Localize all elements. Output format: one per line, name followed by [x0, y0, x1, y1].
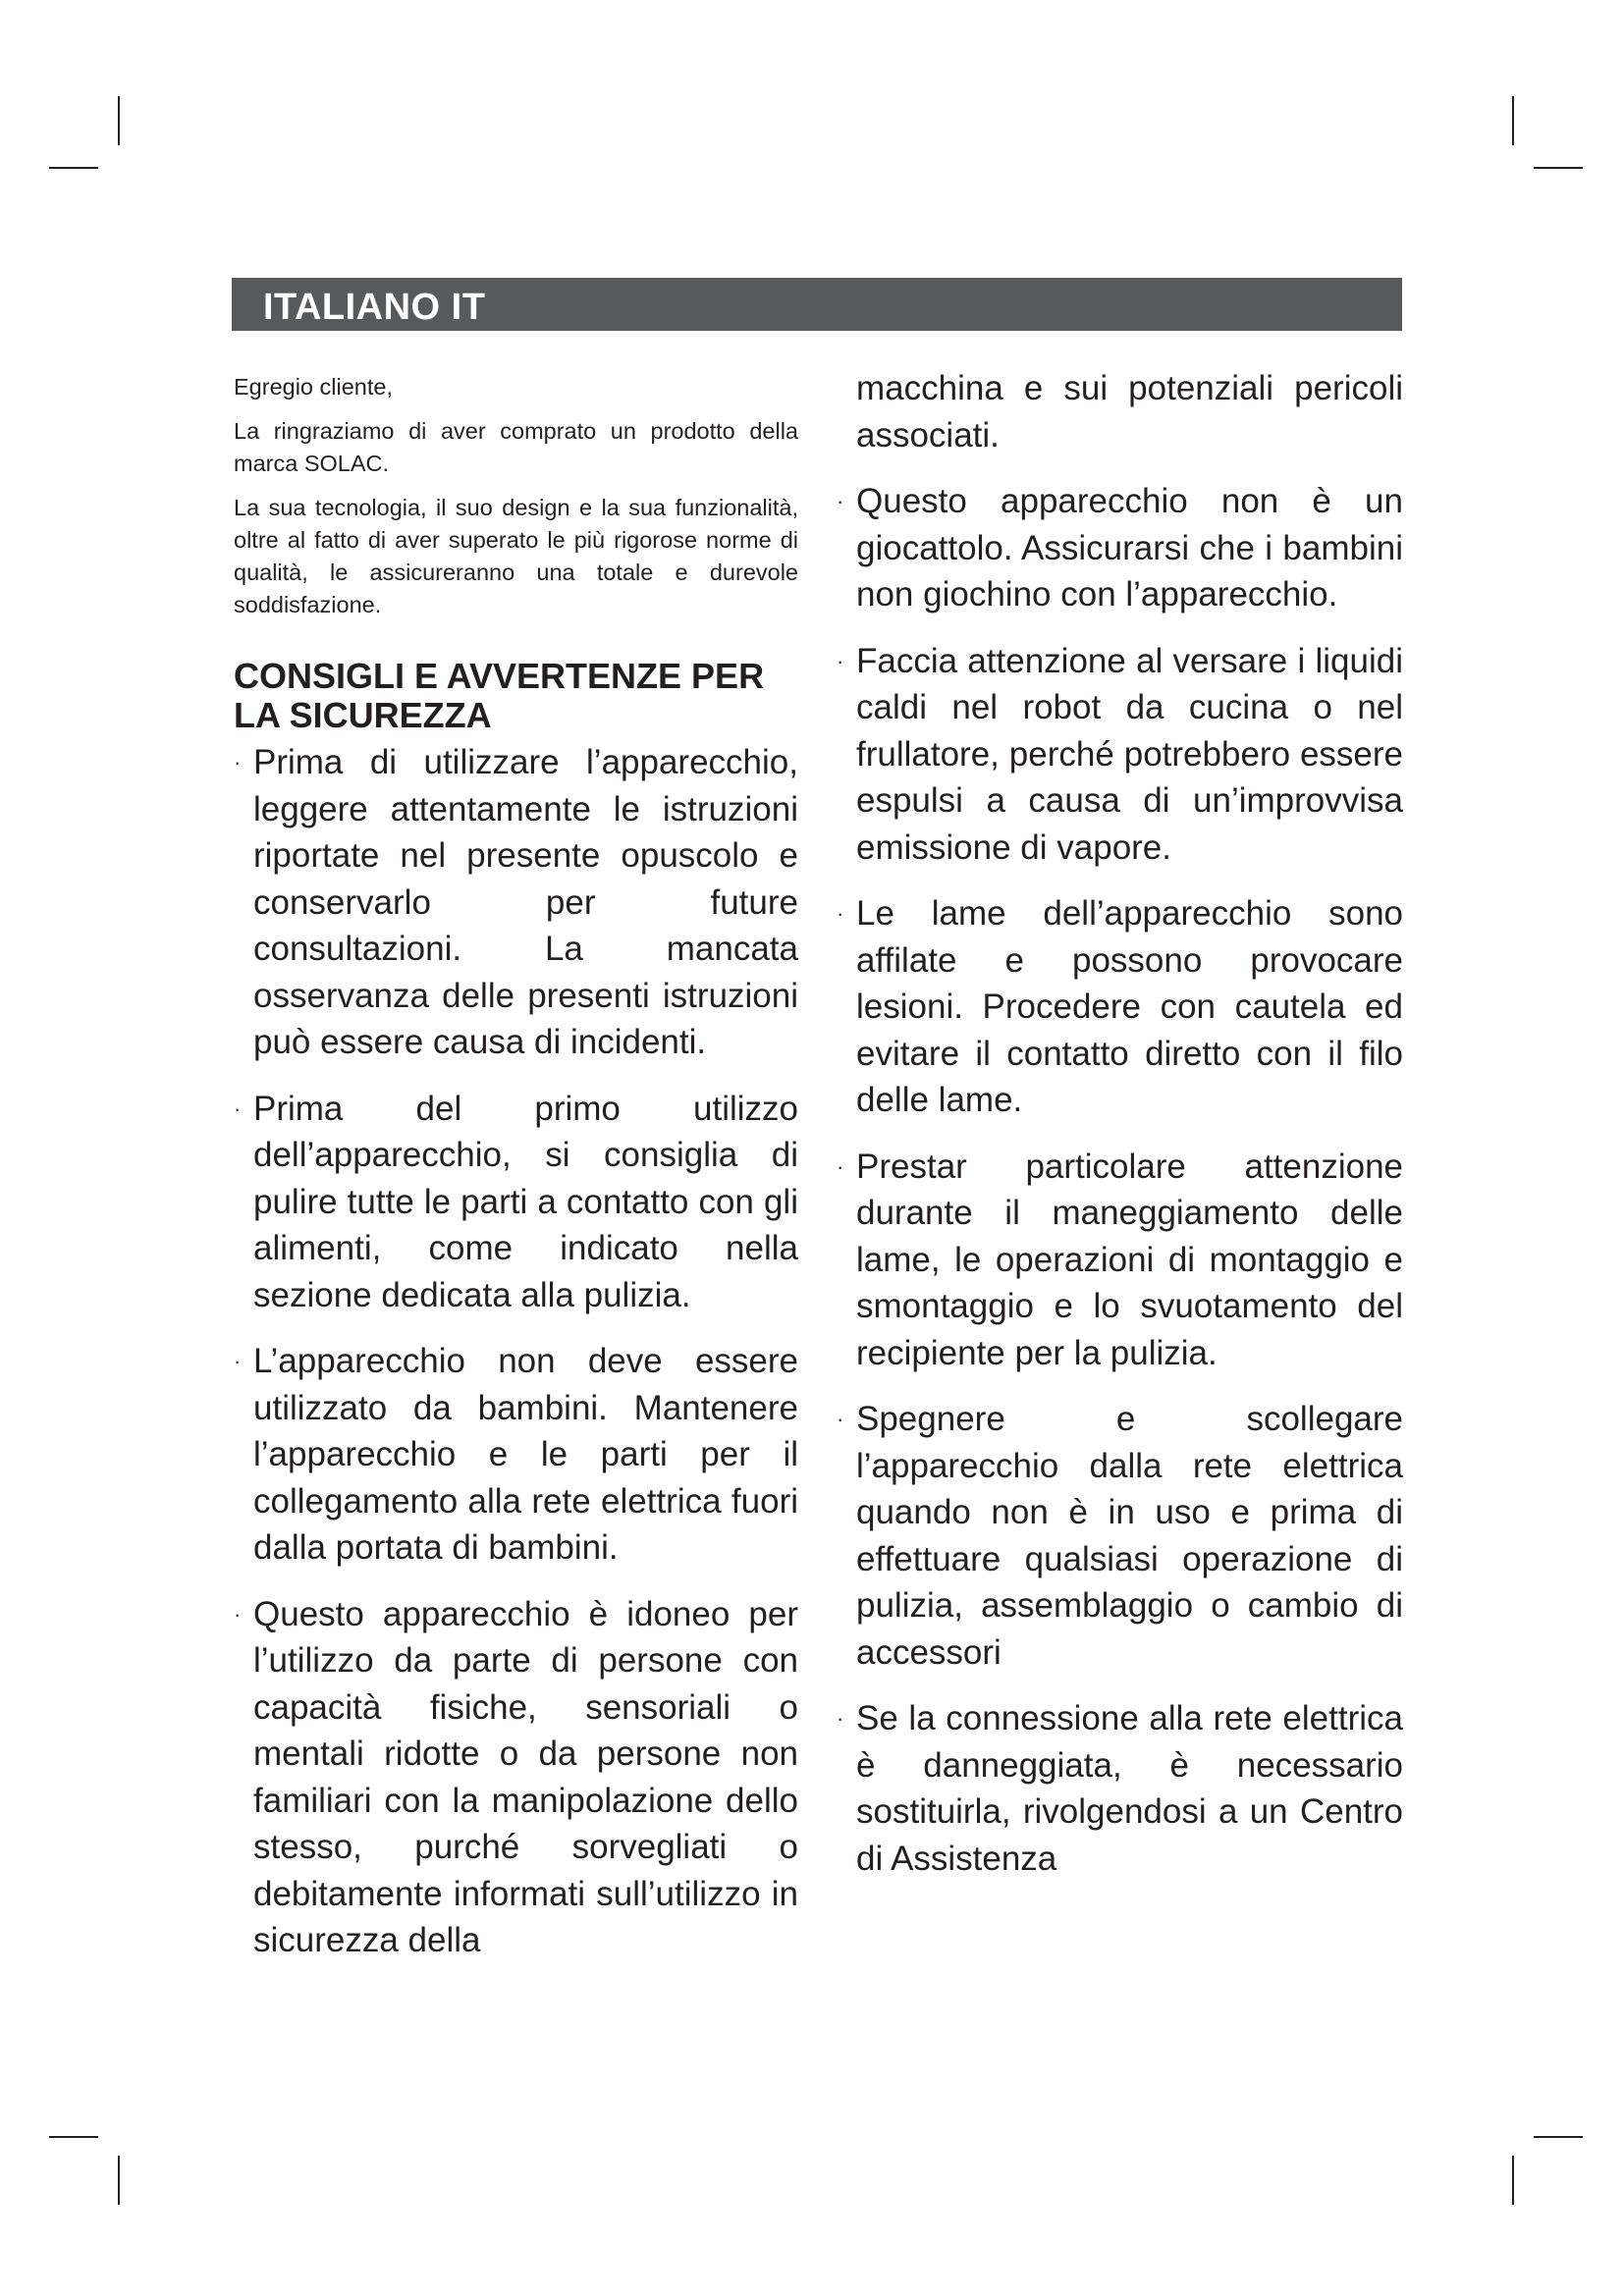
crop-mark-bottom-left-vertical [118, 2156, 120, 2205]
bullet-dot-icon: · [234, 1095, 242, 1121]
safety-item-text: Questo apparecchio non è un giocattolo. Assicurarsi che i bambini non giochino con l’apparecchio. [856, 482, 1403, 614]
safety-item [837, 638, 1403, 872]
crop-mark-top-left-vertical [118, 96, 120, 145]
safety-item-text: Le lame dell’apparecchio sono affilate e possono provocare lesioni. Procedere con cautela ed evitare il contatto diretto con il filo delle lame. [856, 894, 1403, 1119]
safety-item [837, 1695, 1403, 1882]
bullet-dot-icon: · [837, 1706, 844, 1731]
safety-item [234, 1591, 798, 1964]
bullet-dot-icon: · [234, 1349, 242, 1373]
intro-paragraph: La sua tecnologia, il suo design e la sua funzionalità, oltre al fatto di aver superato le più rigorose norme di qualità, le assicureranno una totale e durevole soddisfazione. [234, 495, 798, 617]
bullet-dot-icon: · [837, 901, 844, 926]
safety-item [234, 1338, 798, 1572]
safety-item-text: Prima del primo utilizzo dell’apparecchio, si consiglia di pulire tutte le parti a contatto con gli alimenti, come indicato nella sezione dedicata alla pulizia. [253, 1089, 798, 1314]
crop-mark-bottom-left-horizontal [49, 2136, 98, 2138]
bullet-dot-icon: · [234, 1601, 242, 1627]
crop-mark-top-right-vertical [1512, 96, 1514, 145]
safety-item-text: Questo apparecchio è idoneo per l’utilizzo da parte di persone con capacità fisiche, sensoriali o mentali ridotte o da persone non familiari con la manipolazione dello stesso, purché sorvegliati o debitamente informati sull’utilizzo in sicurezza della [253, 1594, 798, 1959]
bullet-dot-icon: · [234, 750, 242, 774]
crop-mark-top-right-horizontal [1534, 167, 1583, 169]
crop-mark-top-left-horizontal [49, 167, 98, 169]
language-header-title: ITALIANO IT [263, 287, 486, 328]
safety-item-text: L’apparecchio non deve essere utilizzato da bambini. Mantenere l’apparecchio e le parti per il collegamento alla rete elettrica fuori dalla portata di bambini. [253, 1342, 798, 1567]
bullet-dot-icon: · [837, 1407, 844, 1431]
safety-item-continuation: macchina e sui potenziali pericoli associati. [856, 369, 1403, 454]
crop-mark-bottom-right-horizontal [1534, 2136, 1583, 2138]
safety-item-text: Faccia attenzione al versare i liquidi caldi nel robot da cucina o nel frullatore, perché potrebbero essere espulsi a causa di un’improvvisa emissione di vapore. [856, 641, 1403, 867]
right-column [837, 365, 1403, 1901]
safety-heading: CONSIGLI E AVVERTENZE PER LA SICUREZZA [234, 656, 765, 735]
safety-item-text: Se la connessione alla rete elettrica è danneggiata, è necessario sostituirla, rivolgendosi a un Centro di Assistenza [856, 1699, 1403, 1878]
safety-item-text: Spegnere e scollegare l’apparecchio dalla rete elettrica quando non è in uso e prima di effettuare qualsiasi operazione di pulizia, assemblaggio o cambio di accessori [856, 1400, 1403, 1672]
safety-item-text: Prima di utilizzare l’apparecchio, leggere attentamente le istruzioni riportate nel presente opuscolo e conservarlo per future consultazioni. La mancata osservanza delle presenti istruzioni può essere causa di incidenti. [253, 743, 798, 1061]
safety-item [234, 739, 798, 1066]
bullet-dot-icon: · [837, 489, 844, 513]
safety-item [234, 1086, 798, 1319]
greeting: Egregio cliente, [234, 374, 393, 400]
crop-mark-bottom-right-vertical [1512, 2156, 1514, 2205]
intro-paragraph: La ringraziamo di aver comprato un prodotto della marca SOLAC. [234, 418, 798, 476]
safety-item [837, 1144, 1403, 1377]
safety-item [837, 890, 1403, 1124]
bullet-dot-icon: · [837, 1153, 844, 1179]
safety-item-text: Prestar particolare attenzione durante il maneggiamento delle lame, le operazioni di montaggio e smontaggio e lo svuotamento del recipiente per la pulizia. [856, 1147, 1403, 1372]
safety-item [837, 478, 1403, 618]
safety-item [837, 1396, 1403, 1676]
language-header-bar [232, 278, 1402, 331]
bullet-dot-icon: · [837, 648, 844, 673]
left-column [234, 371, 798, 1984]
